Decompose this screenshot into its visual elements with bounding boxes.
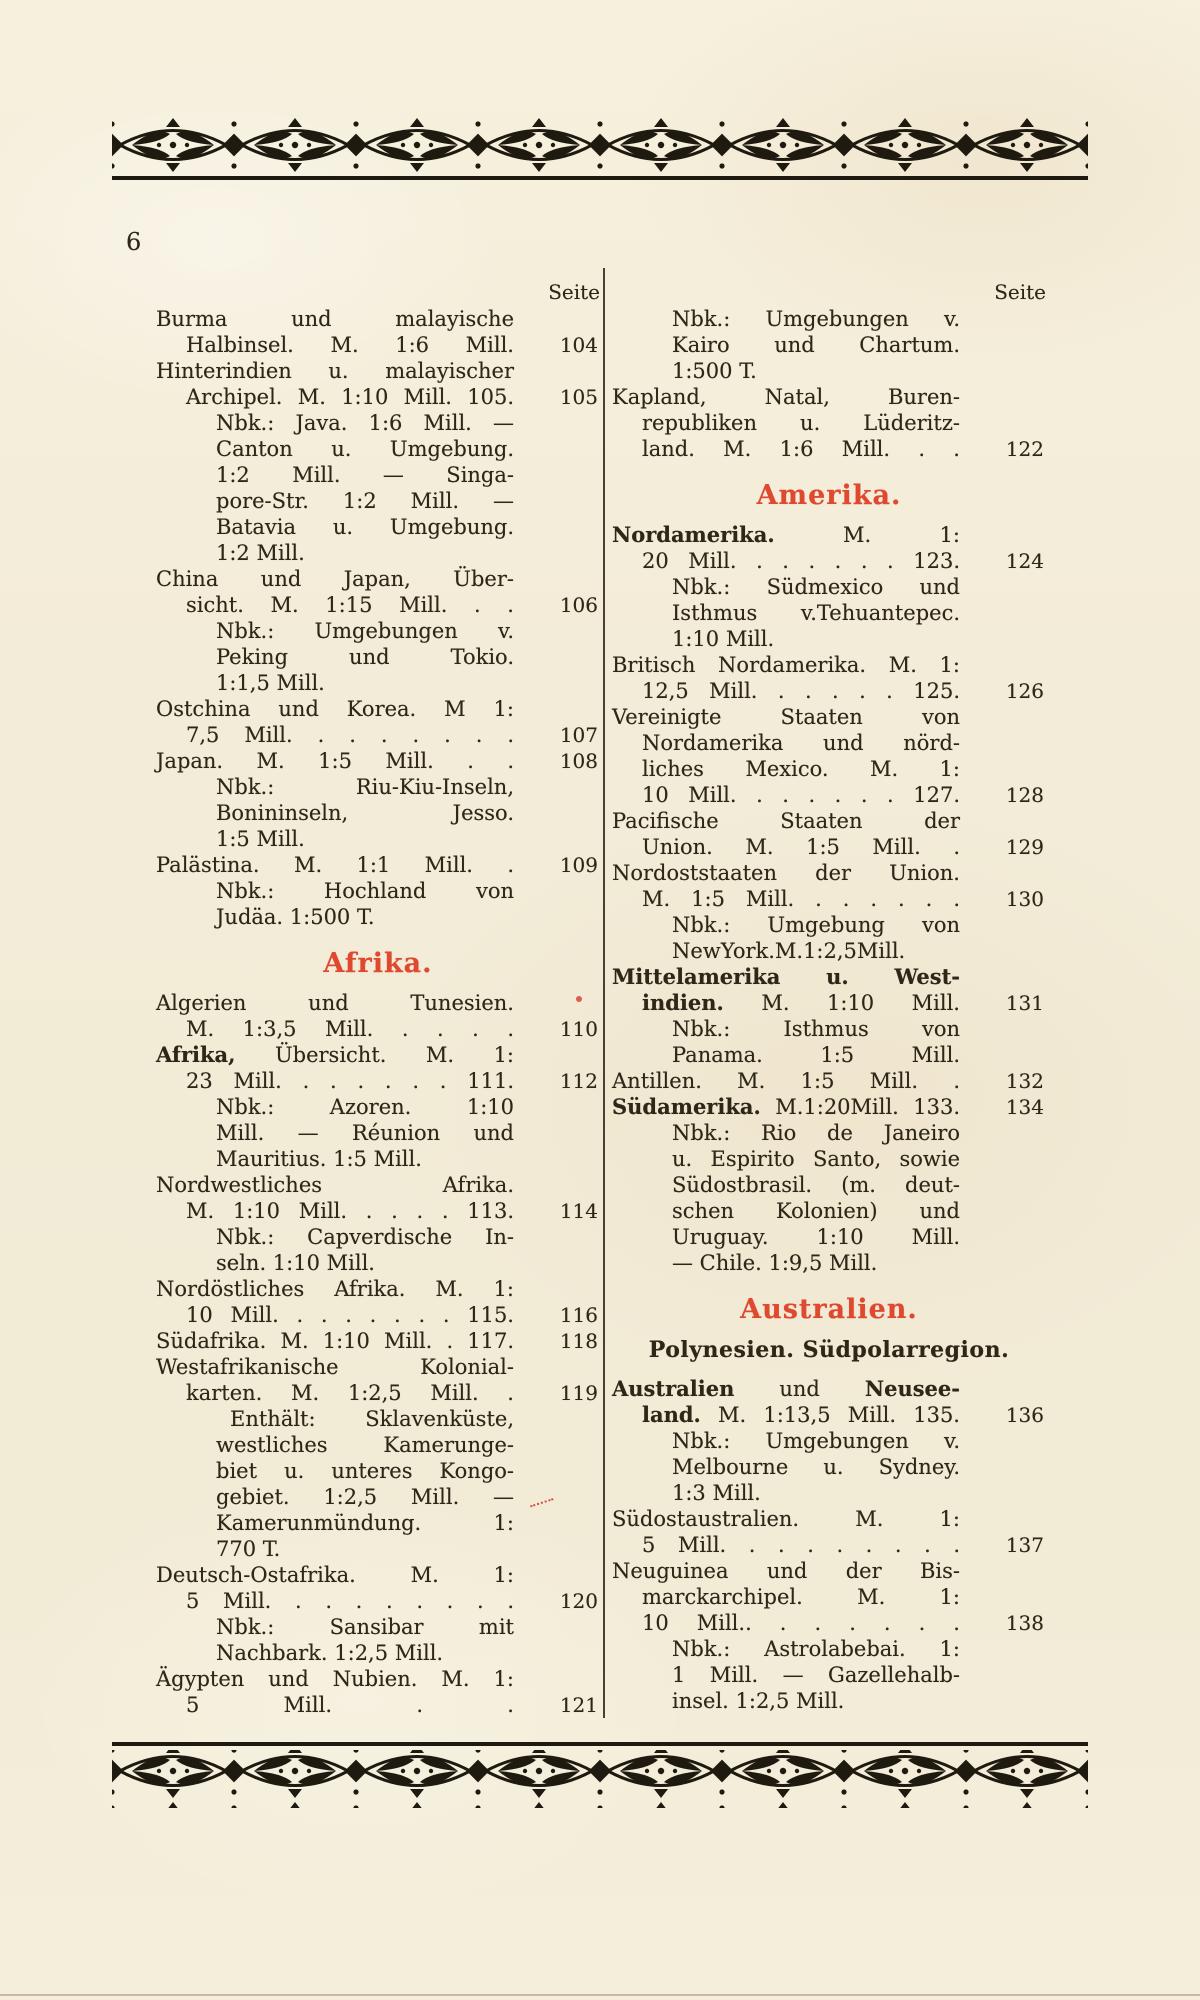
entry-line — [612, 1016, 1046, 1042]
entry-line — [156, 774, 600, 800]
entry-text: 1 Mill. — Gazellehalb- — [672, 1663, 960, 1687]
entry-text: marckarchipel. M. 1: — [642, 1585, 960, 1609]
entry-line — [612, 1376, 1046, 1402]
entry-text: Melbourne u. Sydney. — [672, 1455, 960, 1479]
page-ref: 118 — [559, 1329, 598, 1353]
entry-line — [612, 600, 1046, 626]
entry-line — [156, 1146, 600, 1172]
entry-line — [156, 670, 600, 696]
page-ref: 112 — [559, 1069, 598, 1093]
page-ref: 137 — [1005, 1533, 1044, 1557]
entry-line — [612, 652, 1046, 678]
entry-text: Uruguay. 1:10 Mill. — [672, 1225, 960, 1249]
entry-line — [612, 1428, 1046, 1454]
entry-text: 1:2 Mill. — Singa- — [216, 463, 514, 487]
entry-line — [156, 306, 600, 332]
entry-line — [612, 332, 1046, 358]
entry-text: liches Mexico. M. 1: — [642, 757, 960, 781]
column-divider — [603, 268, 605, 1718]
entry-line — [156, 1692, 600, 1718]
entry-line — [156, 1120, 600, 1146]
entry-line — [612, 626, 1046, 652]
entry-text: Britisch Nordamerika. M. 1: — [612, 653, 960, 677]
entry-text: Antillen. M. 1:5 Mill. . — [612, 1069, 960, 1093]
entry-line — [156, 1380, 600, 1406]
entry-text: 7,5 Mill. . . . . . . . — [186, 723, 514, 747]
entry-text: Batavia u. Umgebung. — [216, 515, 514, 539]
entry-line — [156, 514, 600, 540]
entry-text: M. 1:3,5 Mill. . . . . — [186, 1017, 514, 1041]
entry-line — [156, 1016, 600, 1042]
entry-line — [612, 964, 1046, 990]
entry-text: Judäa. 1:500 T. — [216, 905, 375, 929]
entry-line — [612, 358, 1046, 384]
entry-text: Nbk.: Azoren. 1:10 — [216, 1095, 514, 1119]
entry-line — [156, 1094, 600, 1120]
page-ref: 126 — [1005, 679, 1044, 703]
entry-text: 1:1,5 Mill. — [216, 671, 325, 695]
entry-text: 1:500 T. — [672, 359, 757, 383]
entry-text: Nbk.: Umgebung von — [672, 913, 960, 937]
entry-line — [612, 410, 1046, 436]
entry-line — [612, 1584, 1046, 1610]
entry-line — [612, 1042, 1046, 1068]
entry-text: Südafrika. M. 1:10 Mill. . 117. — [156, 1329, 514, 1353]
entry-text: Union. M. 1:5 Mill. . — [642, 835, 960, 859]
entry-line — [612, 1068, 1046, 1094]
top-ornament-border — [112, 116, 1088, 184]
entry-line — [612, 1172, 1046, 1198]
entry-text: Kairo und Chartum. — [672, 333, 960, 357]
entry-line — [156, 436, 600, 462]
entry-line — [612, 886, 1046, 912]
entry-line — [156, 800, 600, 826]
entry-line — [612, 384, 1046, 410]
entry-text: M. 1:5 Mill. . . . . . . — [642, 887, 960, 911]
entry-line — [156, 540, 600, 566]
page-ref: 124 — [1005, 549, 1044, 573]
entry-line — [156, 566, 600, 592]
entry-text: 5 Mill. . . . . . . . . — [186, 1589, 514, 1613]
entry-line — [156, 852, 600, 878]
entry-text: 1:10 Mill. — [672, 627, 775, 651]
entry-line — [156, 1406, 600, 1432]
entry-line — [612, 860, 1046, 886]
entry-line — [612, 1454, 1046, 1480]
entry-line — [156, 1510, 600, 1536]
page-ref: 114 — [559, 1199, 598, 1223]
entry-line — [612, 548, 1046, 574]
page-number: 6 — [126, 228, 143, 256]
entry-line — [612, 1610, 1046, 1636]
entry-line — [612, 730, 1046, 756]
entry-text: pore-Str. 1:2 Mill. — — [216, 489, 514, 513]
entry-text: Archipel. M. 1:10 Mill. 105. — [186, 385, 514, 409]
entry-text: sicht. M. 1:15 Mill. . . — [186, 593, 514, 617]
entry-line — [612, 1636, 1046, 1662]
entry-line — [156, 826, 600, 852]
entry-text: Japan. M. 1:5 Mill. . . — [156, 749, 514, 773]
entry-line — [156, 618, 600, 644]
entry-line — [612, 678, 1046, 704]
entry-text: Deutsch-Ostafrika. M. 1: — [156, 1563, 514, 1587]
entry-text: 1:5 Mill. — [216, 827, 305, 851]
entry-line — [612, 834, 1046, 860]
entry-text: Kapland, Natal, Buren- — [612, 385, 960, 409]
entry-text: Nbk.: Umgebungen v. — [672, 1429, 960, 1453]
page-ref: 128 — [1005, 783, 1044, 807]
entry-line — [156, 1588, 600, 1614]
entry-text: Mittelamerika u. West- — [612, 964, 960, 989]
page-ref: 104 — [559, 333, 598, 357]
entry-line — [156, 696, 600, 722]
entry-line — [156, 1432, 600, 1458]
page-ref: 122 — [1005, 437, 1044, 461]
entry-line — [612, 1146, 1046, 1172]
entry-line — [156, 878, 600, 904]
entry-text: Nbk.: Isthmus von — [672, 1017, 960, 1041]
entry-line — [156, 1042, 600, 1068]
entry-text: Nordöstliches Afrika. M. 1: — [156, 1277, 514, 1301]
entry-text: Nbk.: Riu-Kiu-Inseln, — [216, 775, 514, 799]
entry-line — [156, 1068, 600, 1094]
entry-line — [156, 1198, 600, 1224]
entry-text: 5 Mill. . . . . . . . . — [642, 1533, 960, 1557]
entry-text: Südostbrasil. (m. deut- — [672, 1173, 960, 1197]
entry-line — [156, 488, 600, 514]
entry-line — [612, 1558, 1046, 1584]
entry-text: 10 Mill. . . . . . . . 115. — [186, 1303, 514, 1327]
entry-text: westliches Kamerunge- — [216, 1433, 514, 1457]
entry-text: Pacifische Staaten der — [612, 809, 960, 833]
entry-text: Canton u. Umgebung. — [216, 437, 514, 461]
entry-text: Kamerunmündung. 1: — [216, 1511, 514, 1535]
page-ref: 105 — [559, 385, 598, 409]
entry-line — [156, 722, 600, 748]
page-ref: 130 — [1005, 887, 1044, 911]
page-ref: 107 — [559, 723, 598, 747]
entry-line — [612, 1532, 1046, 1558]
section-heading: Australien. — [740, 1294, 918, 1325]
entry-line — [156, 462, 600, 488]
entry-line — [156, 990, 600, 1016]
entry-text: Mill. — Réunion und — [216, 1121, 514, 1145]
entry-line — [156, 1172, 600, 1198]
entry-text: Isthmus v.Tehuantepec. — [672, 601, 960, 625]
entry-line — [156, 1250, 600, 1276]
entry-text: Enthält: Sklavenküste, — [230, 1407, 514, 1431]
entry-text: 1:2 Mill. — [216, 541, 305, 565]
page-ref: 132 — [1005, 1069, 1044, 1093]
entry-line — [612, 436, 1046, 462]
entry-text: Nordamerika und nörd- — [642, 731, 960, 755]
entry-line — [612, 704, 1046, 730]
entry-text: land. M. 1:6 Mill. . . — [642, 437, 960, 461]
page-ref: 120 — [559, 1589, 598, 1613]
entry-text: Nbk.: Südmexico und — [672, 575, 960, 599]
entry-text: karten. M. 1:2,5 Mill. . — [186, 1381, 514, 1405]
entry-text: Panama. 1:5 Mill. — [672, 1043, 960, 1067]
entry-line — [156, 1640, 600, 1666]
entry-line — [612, 808, 1046, 834]
page-ref: 131 — [1005, 991, 1044, 1015]
entry-line — [612, 574, 1046, 600]
entry-line — [156, 1224, 600, 1250]
entry-text: Mauritius. 1:5 Mill. — [216, 1147, 422, 1171]
entry-text: 10 Mill. . . . . . . 127. — [642, 783, 960, 807]
entry-line — [156, 410, 600, 436]
entry-line — [156, 1302, 600, 1328]
entry-line — [612, 1224, 1046, 1250]
entry-text: China und Japan, Über- — [156, 567, 514, 591]
entry-line — [156, 748, 600, 774]
entry-text: republiken u. Lüderitz- — [642, 411, 960, 435]
entry-line — [156, 1536, 600, 1562]
entry-line — [156, 384, 600, 410]
entry-text: land. M. 1:13,5 Mill. 135. — [642, 1402, 960, 1427]
entry-text: 23 Mill. . . . . . . 111. — [186, 1069, 514, 1093]
entry-line — [156, 1276, 600, 1302]
entry-line — [156, 1614, 600, 1640]
entry-text: Neuguinea und der Bis- — [612, 1559, 960, 1583]
red-ink-speck — [576, 996, 582, 1002]
entry-line — [612, 1506, 1046, 1532]
entry-line — [156, 592, 600, 618]
entry-line — [612, 306, 1046, 332]
entry-text: gebiet. 1:2,5 Mill. — — [216, 1485, 514, 1509]
entry-text: Afrika, Übersicht. M. 1: — [156, 1042, 514, 1067]
entry-text: biet u. unteres Kongo- — [216, 1459, 514, 1483]
page-ref: 116 — [559, 1303, 598, 1327]
entry-line — [156, 1354, 600, 1380]
entry-line — [612, 990, 1046, 1016]
column-right — [612, 306, 1046, 1714]
entry-text: Nbk.: Rio de Janeiro — [672, 1121, 960, 1145]
entry-text: Hinterindien u. malayischer — [156, 359, 514, 383]
entry-text: Nbk.: Astrolabebai. 1: — [672, 1637, 960, 1661]
entry-text: insel. 1:2,5 Mill. — [672, 1689, 845, 1713]
page-ref: 109 — [559, 853, 598, 877]
seite-header-right: Seite — [994, 280, 1046, 304]
entry-line — [156, 904, 600, 930]
entry-text: Nbk.: Umgebungen v. — [216, 619, 514, 643]
entry-text: Nordamerika. M. 1: — [612, 522, 960, 547]
entry-line — [612, 782, 1046, 808]
entry-line — [156, 1328, 600, 1354]
page-ref: 136 — [1005, 1403, 1044, 1427]
entry-text: Peking und Tokio. — [216, 645, 514, 669]
entry-text: Nachbark. 1:2,5 Mill. — [216, 1641, 444, 1665]
seite-header-left: Seite — [548, 280, 600, 304]
entry-line — [612, 1120, 1046, 1146]
entry-text: Nbk.: Sansibar mit — [216, 1615, 514, 1639]
page-ref: 108 — [559, 749, 598, 773]
entry-text: 5 Mill. . . — [186, 1693, 514, 1717]
entry-text: Vereinigte Staaten von — [612, 705, 960, 729]
entry-line — [156, 1458, 600, 1484]
entry-text: Australien und Neusee- — [612, 1376, 960, 1401]
entry-text: Nordwestliches Afrika. — [156, 1173, 514, 1197]
entry-line — [612, 1250, 1046, 1276]
entry-text: u. Espirito Santo, sowie — [672, 1147, 960, 1171]
entry-line — [156, 332, 600, 358]
entry-line — [156, 1666, 600, 1692]
entry-text: Südamerika. M.1:20Mill. 133. — [612, 1094, 960, 1119]
entry-text: Bonininseln, Jesso. — [216, 801, 514, 825]
entry-line — [612, 1662, 1046, 1688]
entry-line — [612, 1198, 1046, 1224]
page-ref: 134 — [1005, 1095, 1044, 1119]
entry-text: 20 Mill. . . . . . . 123. — [642, 549, 960, 573]
entry-text: Halbinsel. M. 1:6 Mill. — [186, 333, 514, 357]
section-heading: Afrika. — [323, 948, 433, 979]
entry-text: 1:3 Mill. — [672, 1481, 761, 1505]
entry-text: schen Kolonien) und — [672, 1199, 960, 1223]
entry-line — [156, 644, 600, 670]
entry-text: indien. M. 1:10 Mill. — [642, 990, 960, 1015]
entry-text: Burma und malayische — [156, 307, 514, 331]
page-ref: 119 — [559, 1381, 598, 1405]
entry-text: Nordoststaaten der Union. — [612, 861, 960, 885]
entry-line — [156, 1562, 600, 1588]
entry-line — [612, 912, 1046, 938]
page-ref: 138 — [1005, 1611, 1044, 1635]
entry-text: — Chile. 1:9,5 Mill. — [672, 1251, 878, 1275]
entry-line — [612, 1402, 1046, 1428]
entry-text: Nbk.: Umgebungen v. — [672, 307, 960, 331]
entry-text: Westafrikanische Kolonial- — [156, 1355, 514, 1379]
entry-text: Nbk.: Java. 1:6 Mill. — — [216, 411, 514, 435]
section-heading: Amerika. — [756, 480, 902, 511]
entry-text: Südostaustralien. M. 1: — [612, 1507, 960, 1531]
entry-text: seln. 1:10 Mill. — [216, 1251, 375, 1275]
entry-text: Algerien und Tunesien. — [156, 991, 514, 1015]
page-ref: 121 — [559, 1693, 598, 1717]
entry-line — [612, 1094, 1046, 1120]
entry-text: Palästina. M. 1:1 Mill. . — [156, 853, 514, 877]
entry-text: Ägypten und Nubien. M. 1: — [156, 1667, 514, 1691]
entry-line — [612, 522, 1046, 548]
section-subheading: Polynesien. Südpolarregion. — [648, 1337, 1010, 1363]
entry-text: 12,5 Mill. . . . . . 125. — [642, 679, 960, 703]
entry-text: 10 Mill.. . . . . . . — [642, 1611, 960, 1635]
entry-text: NewYork.M.1:2,5Mill. — [672, 939, 906, 963]
entry-text: 770 T. — [216, 1537, 281, 1561]
entry-line — [612, 756, 1046, 782]
entry-line — [156, 358, 600, 384]
entry-text: M. 1:10 Mill. . . . . 113. — [186, 1199, 514, 1223]
entry-text: Nbk.: Hochland von — [216, 879, 514, 903]
page-ref: 106 — [559, 593, 598, 617]
entry-line — [612, 1688, 1046, 1714]
page-ref: 129 — [1005, 835, 1044, 859]
entry-line — [612, 1480, 1046, 1506]
entry-text: Ostchina und Korea. M 1: — [156, 697, 514, 721]
entry-text: Nbk.: Capverdische In- — [216, 1225, 514, 1249]
page-ref: 110 — [559, 1017, 598, 1041]
bottom-ornament-border — [112, 1742, 1088, 1816]
entry-line — [612, 938, 1046, 964]
